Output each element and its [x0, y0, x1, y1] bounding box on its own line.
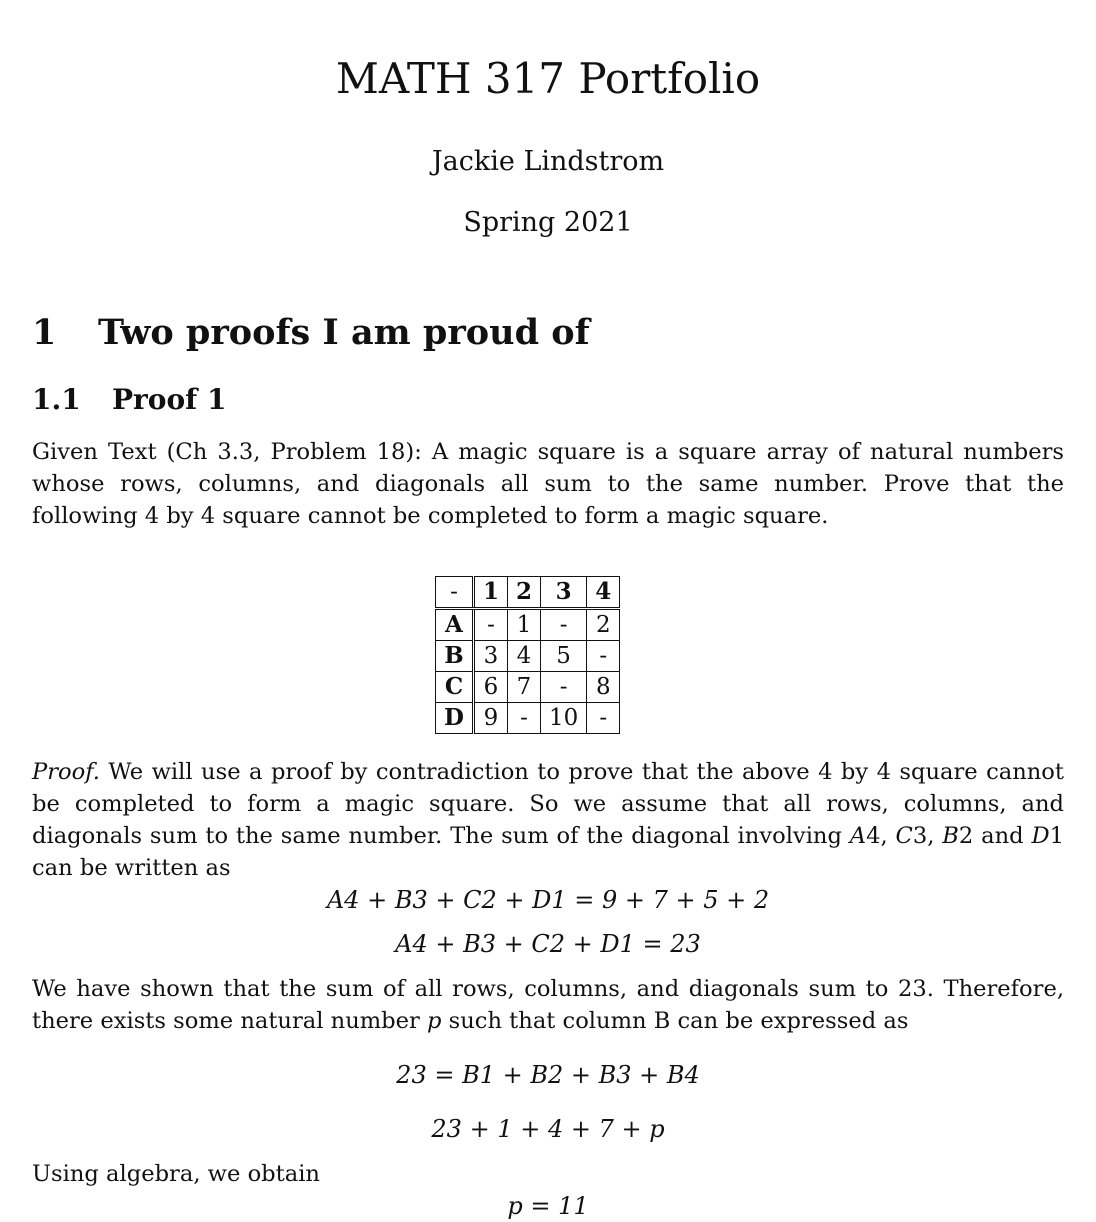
problem-statement: Given Text (Ch 3.3, Problem 18): A magic square is a square array of natural numbers whose rows, columns, and diagonals all sum to the same number. Prove that the following 4 by 4 square cannot be completed to form a magic square. — [32, 439, 1064, 529]
table-row-header: D — [436, 703, 474, 734]
math-variable: p — [427, 1008, 442, 1034]
table-corner-cell: - — [436, 577, 474, 609]
table-cell: 7 — [507, 672, 540, 703]
equation-2: A4 + B3 + C2 + D1 = 23 — [395, 930, 701, 958]
magic-square-table — [435, 576, 620, 734]
section-heading — [32, 310, 590, 356]
table-cell: - — [507, 703, 540, 734]
table-column-header: 1 — [473, 577, 507, 609]
table-cell: 4 — [507, 641, 540, 672]
table-column-header: 4 — [587, 577, 620, 609]
table-cell: 6 — [473, 672, 507, 703]
table-cell: - — [587, 641, 620, 672]
table-cell: 10 — [540, 703, 586, 734]
body-paragraph: Using algebra, we obtain — [32, 1161, 320, 1187]
table-cell: 8 — [587, 672, 620, 703]
table-cell: 3 — [473, 641, 507, 672]
document-date: Spring 2021 — [463, 207, 633, 238]
proof-text: 1 can be written as — [32, 823, 1064, 881]
proof-paragraph — [32, 756, 1064, 884]
body-paragraph — [32, 973, 1064, 1037]
math-variable: B — [942, 823, 959, 849]
table-cell: - — [473, 609, 507, 641]
document-author: Jackie Lindstrom — [431, 146, 665, 177]
table-column-header: 2 — [507, 577, 540, 609]
table-row — [436, 703, 620, 734]
table-row-header: C — [436, 672, 474, 703]
equation-5: p = 11 — [507, 1192, 589, 1220]
equation-4: 23 + 1 + 4 + 7 + p — [431, 1115, 665, 1143]
table-cell: - — [540, 609, 586, 641]
proof-text: 3, — [912, 823, 943, 849]
table-row-header: B — [436, 641, 474, 672]
section-title: Two proofs I am proud of — [98, 312, 590, 353]
document-title: MATH 317 Portfolio — [335, 54, 761, 103]
table-row — [436, 609, 620, 641]
table-row-header: A — [436, 609, 474, 641]
paragraph-text: such that column B can be expressed as — [441, 1008, 909, 1034]
table-cell: - — [587, 703, 620, 734]
math-variable: C — [895, 823, 913, 849]
table-cell: 2 — [587, 609, 620, 641]
subsection-title: Proof 1 — [112, 383, 227, 416]
table-row — [436, 641, 620, 672]
equation-1: A4 + B3 + C2 + D1 = 9 + 7 + 5 + 2 — [326, 886, 770, 914]
table-cell: - — [540, 672, 586, 703]
proof-label: Proof. — [32, 759, 100, 785]
math-variable: D — [1031, 823, 1050, 849]
table-cell: 5 — [540, 641, 586, 672]
table-column-header: 3 — [540, 577, 586, 609]
math-variable: A — [849, 823, 867, 849]
proof-text: We will use a proof by contradiction to prove that the above 4 by 4 square cannot be completed to form a magic square. So we assume that all rows, columns, and diagonals sum to the same number. The sum of the diagonal involving — [32, 759, 1064, 849]
table-cell: 1 — [507, 609, 540, 641]
section-number: 1 — [32, 312, 57, 353]
table-row — [436, 672, 620, 703]
proof-text: 2 and — [958, 823, 1032, 849]
equation-3: 23 = B1 + B2 + B3 + B4 — [396, 1061, 700, 1089]
paragraph-text: We have shown that the sum of all rows, columns, and diagonals sum to 23. Therefore, there exists some natural number — [32, 976, 1064, 1034]
subsection-number: 1.1 — [32, 383, 81, 416]
table-header-row — [436, 577, 620, 609]
proof-text: 4, — [866, 823, 896, 849]
table-cell: 9 — [473, 703, 507, 734]
subsection-heading — [32, 381, 226, 419]
